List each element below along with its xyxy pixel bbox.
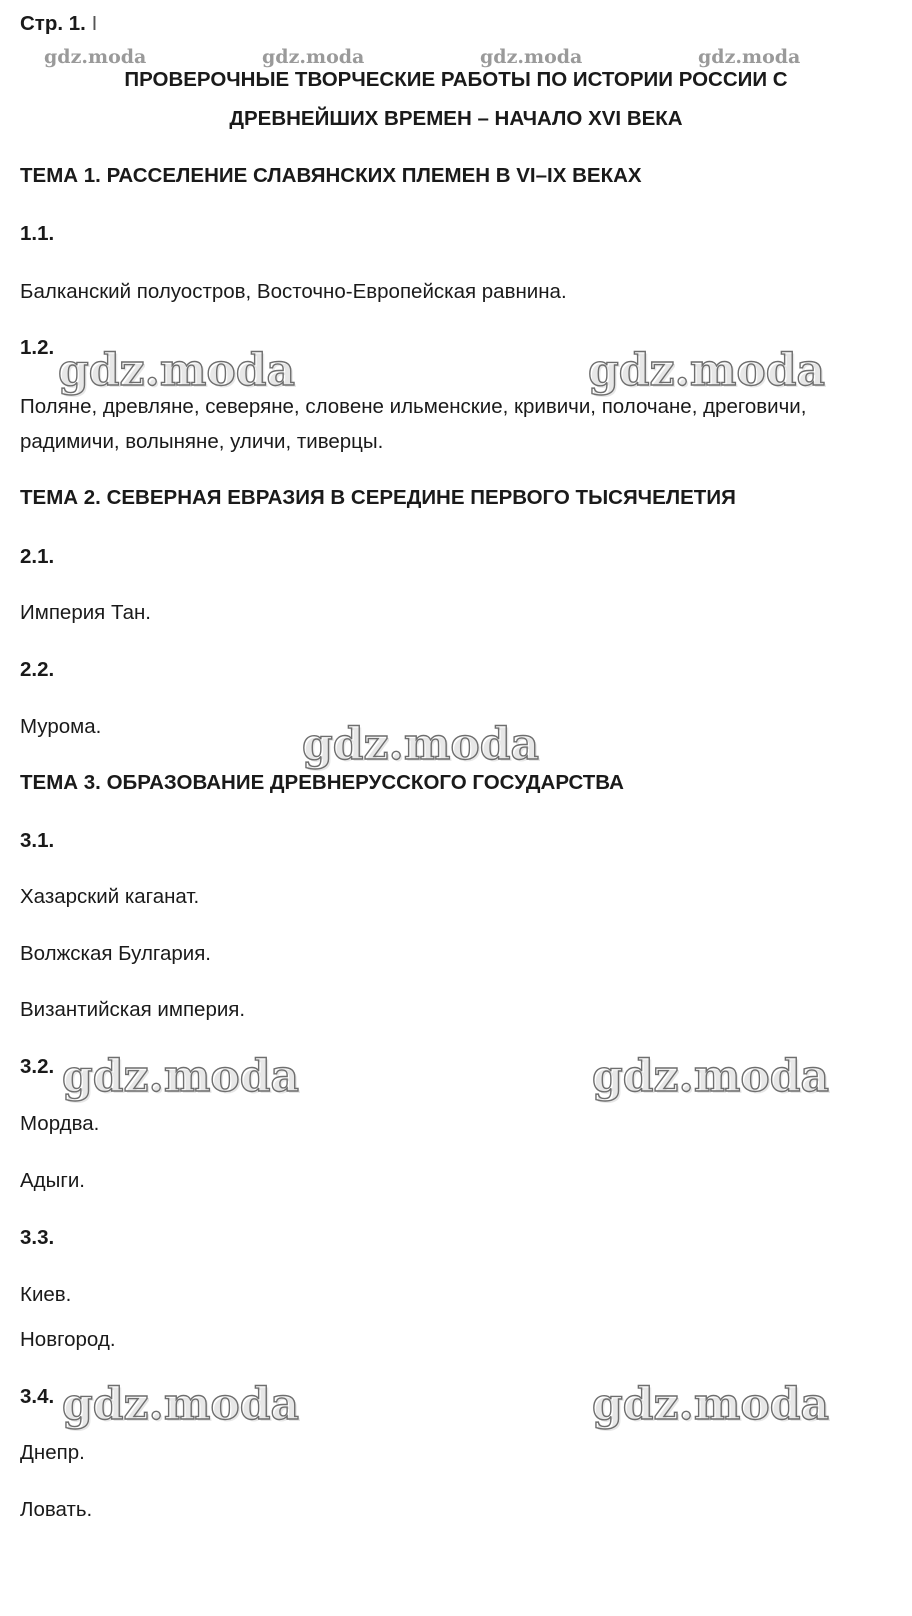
question-1-2: 1.2. — [20, 336, 55, 359]
watermark-large-3: gdz.moda — [302, 719, 540, 770]
topic-3-heading: ТЕМА 3. ОБРАЗОВАНИЕ ДРЕВНЕРУССКОГО ГОСУДАРСТВА — [20, 771, 624, 794]
watermark-small-4: gdz.moda — [698, 46, 801, 68]
answer-2-2: Мурома. — [20, 715, 102, 738]
question-2-1: 2.1. — [20, 545, 55, 568]
answer-3-1-item-1: Хазарский каганат. — [20, 885, 200, 908]
answer-1-2-line-2: радимичи, волыняне, уличи, тиверцы. — [20, 430, 384, 453]
answer-3-3-item-1: Киев. — [20, 1283, 72, 1306]
question-1-1: 1.1. — [20, 222, 55, 245]
watermark-large-6: gdz.moda — [62, 1379, 300, 1430]
topic-2-heading: ТЕМА 2. СЕВЕРНАЯ ЕВРАЗИЯ В СЕРЕДИНЕ ПЕРВОГО ТЫСЯЧЕЛЕТИЯ — [20, 486, 736, 509]
page-title-line-1: ПРОВЕРОЧНЫЕ ТВОРЧЕСКИЕ РАБОТЫ ПО ИСТОРИИ РОССИИ С — [124, 68, 788, 91]
question-2-2: 2.2. — [20, 658, 55, 681]
answer-3-4-item-1: Днепр. — [20, 1441, 85, 1464]
watermark-large-4: gdz.moda — [62, 1051, 300, 1102]
watermark-large-7: gdz.moda — [592, 1379, 830, 1430]
watermark-small-1: gdz.moda — [44, 46, 147, 68]
page-label: Стр. 1. I — [20, 12, 98, 35]
answer-1-2-line-1: Поляне, древляне, северяне, словене ильменские, кривичи, полочане, дреговичи, — [20, 395, 807, 418]
page-title-line-2: ДРЕВНЕЙШИХ ВРЕМЕН – НАЧАЛО XVI ВЕКА — [229, 107, 683, 130]
watermark-large-5: gdz.moda — [592, 1051, 830, 1102]
question-3-4: 3.4. — [20, 1385, 55, 1408]
watermark-small-2: gdz.moda — [262, 46, 365, 68]
answer-2-1: Империя Тан. — [20, 601, 151, 624]
answer-3-2-item-1: Мордва. — [20, 1112, 100, 1135]
topic-1-heading: ТЕМА 1. РАССЕЛЕНИЕ СЛАВЯНСКИХ ПЛЕМЕН В VI–IX ВЕКАХ — [20, 164, 642, 187]
answer-3-2-item-2: Адыги. — [20, 1169, 85, 1192]
watermark-large-1: gdz.moda — [58, 345, 296, 396]
watermark-small-3: gdz.moda — [480, 46, 583, 68]
answer-3-1-item-2: Волжская Булгария. — [20, 942, 212, 965]
answer-3-3-item-2: Новгород. — [20, 1328, 116, 1351]
answer-1-1: Балканский полуостров, Восточно-Европейская равнина. — [20, 280, 567, 303]
question-3-2: 3.2. — [20, 1055, 55, 1078]
watermark-large-2: gdz.moda — [588, 345, 826, 396]
answer-3-4-item-2: Ловать. — [20, 1498, 93, 1521]
page-marker: I — [91, 12, 98, 35]
question-3-3: 3.3. — [20, 1226, 55, 1249]
answer-3-1-item-3: Византийская империя. — [20, 998, 246, 1021]
question-3-1: 3.1. — [20, 829, 55, 852]
